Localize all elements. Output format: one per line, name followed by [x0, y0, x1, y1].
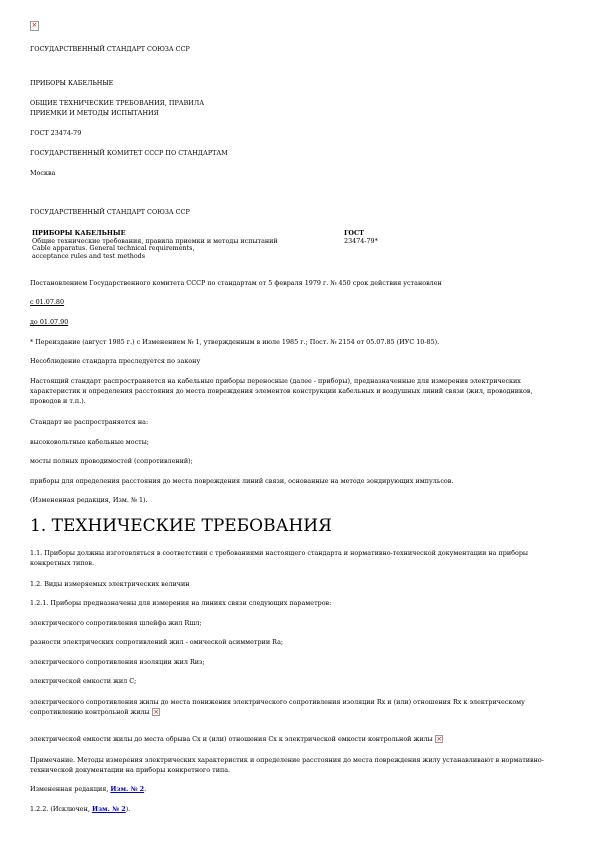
amendment-2-link[interactable]: Изм. № 2	[110, 785, 145, 793]
broken-image-icon	[30, 21, 39, 31]
gost-number: ГОСТ 23474-79	[30, 129, 82, 137]
state-standard-heading-2: ГОСУДАРСТВЕННЫЙ СТАНДАРТ СОЮЗА ССР	[30, 208, 190, 216]
committee-name: ГОСУДАРСТВЕННЫЙ КОМИТЕТ СССР ПО СТАНДАРТАМ	[30, 149, 228, 157]
table-title: ПРИБОРЫ КАБЕЛЬНЫЕ	[32, 229, 126, 237]
title-table-right	[344, 230, 544, 245]
parameter-2: разности электрических сопротивлений жил - омической асимметрии Ra;	[30, 638, 284, 646]
title-line-2: ПРИЕМКИ И МЕТОДЫ ИСПЫТАНИЯ	[30, 109, 159, 117]
paragraph-1-2-1: 1.2.1. Приборы предназначены для измерения на линиях связи следующих параметров:	[30, 599, 332, 607]
paragraph-1-2-2-suffix: ).	[125, 805, 131, 813]
amendment-2-link[interactable]: Изм. № 2	[91, 805, 126, 813]
date-to: до 01.07.90	[30, 318, 69, 326]
parameter-6-text: электрической емкости жилы до места обрыва Cх и (или) отношения Cх к электрической емкости контрольной жилы	[30, 735, 433, 743]
parameter-5-text: электрического сопротивления жилы до места понижения электрического сопротивления изоляции Rх и (или) отношения Rх к электрическому сопротивлению контрольной жилы	[30, 698, 525, 716]
paragraph-1-2-2	[30, 805, 130, 814]
parameter-3: электрического сопротивления изоляции жил Rиз;	[30, 658, 205, 666]
broken-image-icon	[435, 735, 443, 743]
table-gost-label: ГОСТ	[344, 229, 364, 237]
not-applies-text: Стандарт не распространяется на:	[30, 418, 149, 426]
exclusion-item-3: приборы для определения расстояния до места повреждения линий связи, основанные на методе зондирующих импульсов.	[30, 477, 454, 485]
paragraph-1-2-2-prefix: 1.2.2. (Исключен,	[30, 805, 90, 813]
table-subtitle-en-2: acceptance rules and test methods	[32, 251, 146, 260]
scope-paragraph: Настоящий стандарт распространяется на кабельные приборы переносные (далее - приборы), предназначенные для измерения электрических характеристик и определения расстояния до места повреждения элементов конструкции кабельных и воздушных линий связи (жил, проводников, проводов и т.п.).	[30, 377, 533, 405]
parameter-6	[30, 735, 443, 744]
parameter-5	[30, 697, 555, 717]
city: Москва	[30, 169, 56, 177]
broken-image-icon	[152, 708, 160, 716]
edit-note-2: Измененная редакция, Изм. № 2.	[30, 785, 147, 793]
parameter-1: электрического сопротивления шлейфа жил Rшл;	[30, 619, 202, 627]
paragraph-1-1: 1.1. Приборы должны изготовляться в соответствии с требованиями настоящего стандарта и нормативно-технической документации на приборы конкретных типов.	[30, 549, 529, 567]
state-standard-heading: ГОСУДАРСТВЕННЫЙ СТАНДАРТ СОЮЗА ССР	[30, 45, 190, 53]
section-heading: 1. ТЕХНИЧЕСКИЕ ТРЕБОВАНИЯ	[30, 516, 332, 536]
title-table-left	[32, 230, 342, 260]
reissue-note: * Переиздание (август 1985 г.) с Изменением № 1, утвержденным в июле 1985 г.; Пост. № 2154 от 05.07.85 (ИУС 10-85).	[30, 338, 440, 346]
exclusion-item-2: мосты полных проводимостей (сопротивлений);	[30, 457, 193, 465]
law-notice: Несоблюдение стандарта преследуется по закону	[30, 357, 201, 365]
table-subtitle-en-1: Cable apparatus. General technical requirements,	[32, 244, 195, 253]
title-short: ПРИБОРЫ КАБЕЛЬНЫЕ	[30, 79, 114, 87]
table-gost-number: 23474-79*	[344, 236, 378, 245]
decree-text: Постановлением Государственного комитета СССР по стандартам от 5 февраля 1979 г. № 450 срок действия установлен	[30, 279, 442, 287]
parameter-4: электрической емкости жил С;	[30, 677, 137, 685]
table-subtitle-ru: Общие технические требования, правила приемки и методы испытаний	[32, 236, 278, 245]
date-from: с 01.07.80	[30, 298, 65, 306]
title-line-1: ОБЩИЕ ТЕХНИЧЕСКИЕ ТРЕБОВАНИЯ, ПРАВИЛА	[30, 99, 205, 107]
note-paragraph: Примечание. Методы измерения электрических характеристик и определение расстояния до места повреждения жилу устанавливают в нормативно-технической документации на приборы конкретного типа.	[30, 756, 544, 774]
edit-note-2-prefix: Измененная редакция,	[30, 785, 109, 793]
edit-note-1: (Измененная редакция, Изм. № 1).	[30, 496, 148, 504]
exclusion-item-1: высоковольтные кабельные мосты;	[30, 438, 149, 446]
paragraph-1-2: 1.2. Виды измеряемых электрических величин	[30, 580, 190, 588]
